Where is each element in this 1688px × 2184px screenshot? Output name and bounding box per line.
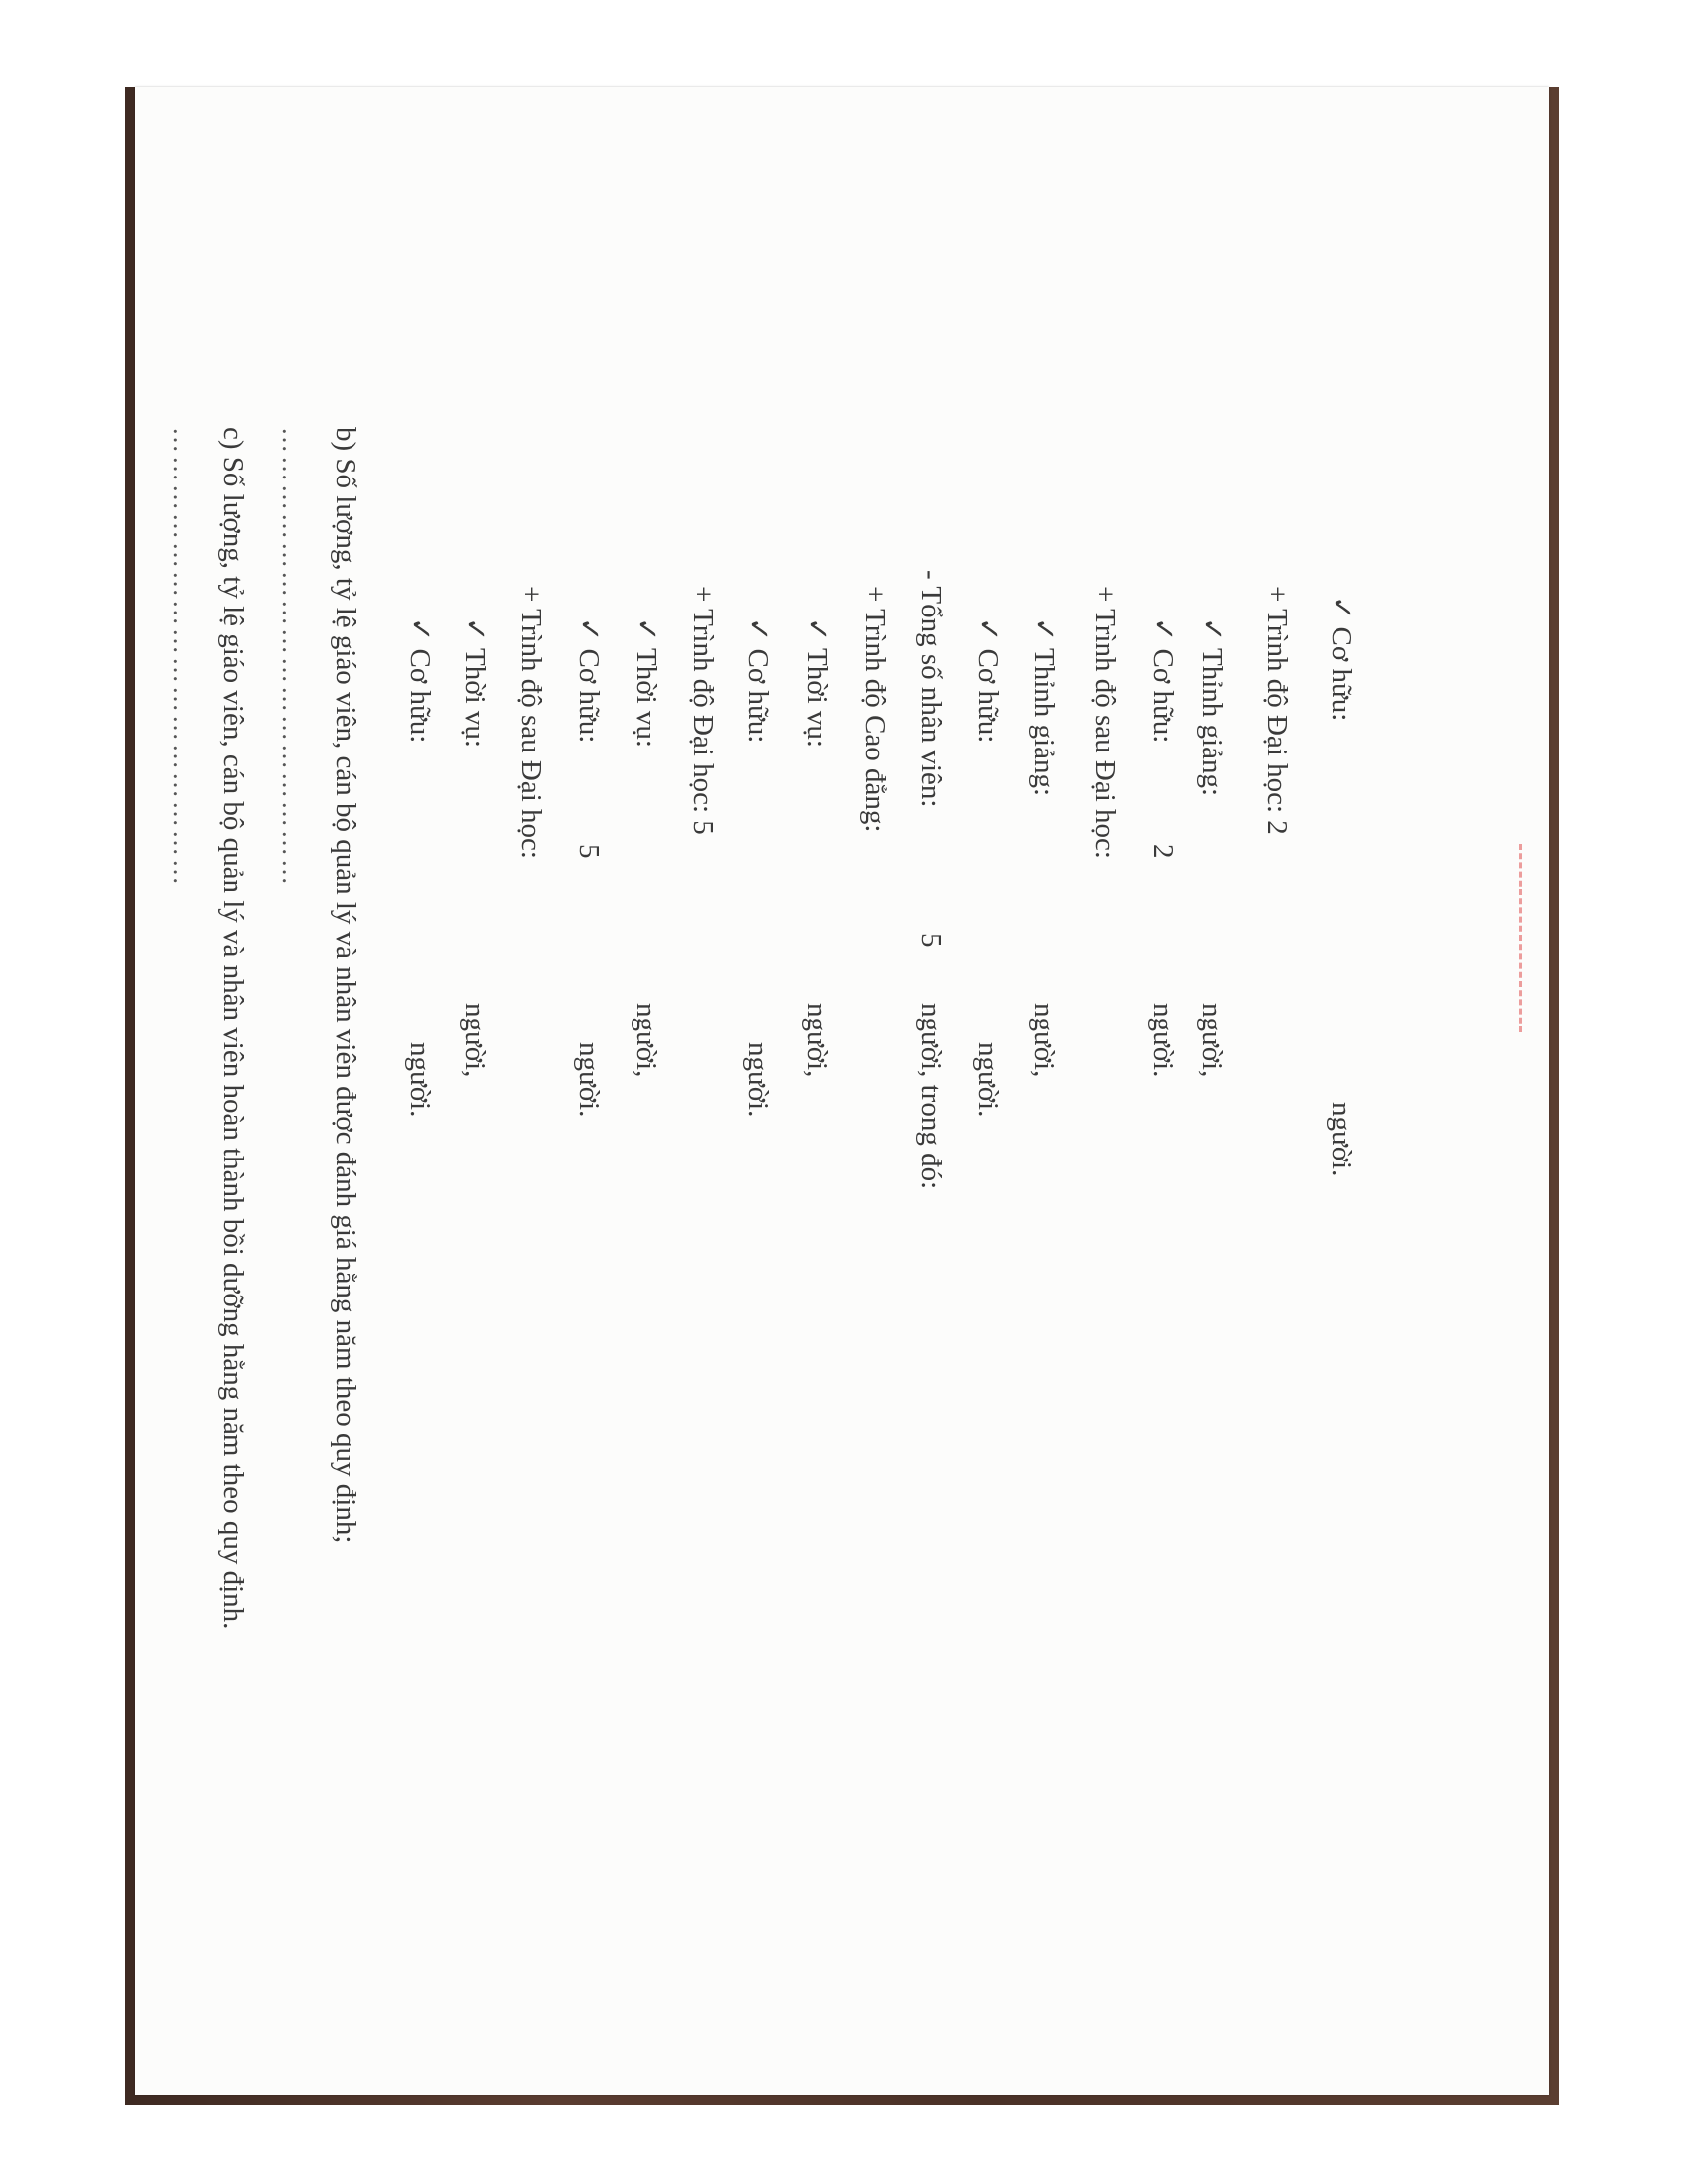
section-b-dots: ………………………………………… [277,427,306,887]
section-b-text: b) Số lượng, tỷ lệ giáo viên, cán bộ quản lý và nhân viên được đánh giá hằng năm theo quy định; [330,427,361,1544]
item-label: ✓ Cơ hữu: [972,617,1004,744]
document-item-row [572,617,606,1118]
item-label: ✓ Cơ hữu: [1147,617,1179,744]
document-item-row [1260,586,1294,835]
item-unit: người. [573,1042,605,1118]
item-unit: người, [1196,1003,1228,1078]
item-unit: người, [1028,1003,1059,1078]
item-label: ✓ Thời vụ: [631,617,662,748]
document-item-row [914,570,948,1190]
item-label: + Trình độ Đại học: 2 [1261,586,1293,835]
document-item-row [630,617,663,1078]
section-c-text: c) Số lượng, tỷ lệ giáo viên, cán bộ quản lý và nhân viên hoàn thành bồi dưỡng hằng năm theo quy định. [217,427,249,1630]
item-unit: người. [1147,1003,1179,1078]
rotated-document-content [168,427,1370,2015]
red-margin-mark [1519,844,1536,1032]
document-item-row [686,586,720,835]
document-item-row [971,617,1005,1118]
section-c-dots: ………………………………………… [168,427,197,887]
item-unit: người, [801,1003,833,1078]
item-unit: người, [631,1003,662,1078]
item-label: + Trình độ Cao đẳng: [859,586,891,833]
document-item-row [858,586,892,832]
item-label: ✓ Thời vụ: [459,617,491,748]
item-label: ✓ Thỉnh giảng: [1196,617,1228,797]
item-unit: người. [404,1042,436,1118]
item-label: ✓ Cơ hữu: [742,617,774,744]
item-count: 5 [915,933,947,948]
item-label: + Trình độ sau Đại học: [1089,586,1121,859]
item-unit: người. [1326,1102,1357,1177]
document-item-row [1088,586,1122,859]
item-label: ✓ Thời vụ: [801,617,833,748]
item-count: 2 [1147,844,1179,859]
item-unit: người. [972,1042,1004,1118]
document-item-row [1146,617,1180,1078]
item-label: + Trình độ sau Đại học: [515,586,547,859]
item-unit: người. [742,1042,774,1118]
document-item-row [800,617,834,1078]
section-c-line [216,427,250,1629]
item-label: ✓ Cơ hữu: [573,617,605,744]
item-label: + Trình độ Đại học: 5 [687,586,719,835]
document-item-row [1027,617,1060,1078]
item-label: ✓ Thỉnh giảng: [1028,617,1059,797]
document-item-row [458,617,492,1078]
item-unit: người, trong đó: [915,1003,947,1190]
section-b-line [329,427,362,1543]
item-count: 5 [573,844,605,859]
document-item-row [1325,596,1358,1177]
item-label: ✓ Cơ hữu: [404,617,436,744]
item-label: ✓ Cơ hữu: [1326,596,1357,722]
document-item-row [514,586,548,859]
document-item-row [403,617,437,1118]
item-unit: người, [459,1003,491,1078]
item-label: - Tổng số nhân viên: [915,570,947,808]
document-item-row [1196,617,1229,1078]
document-item-row [741,617,774,1118]
